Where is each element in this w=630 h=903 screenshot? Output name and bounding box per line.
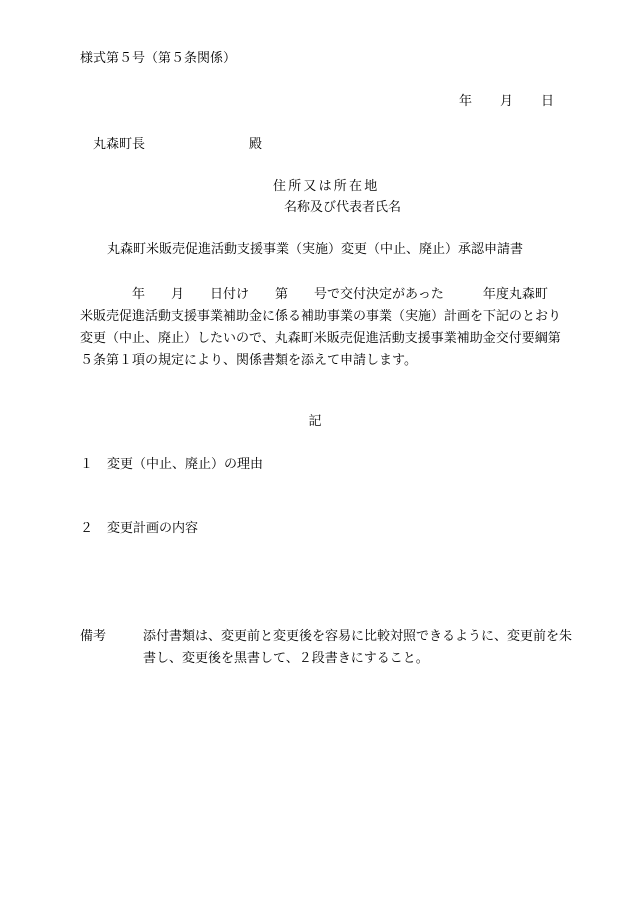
document-title: 丸森町米販売促進活動支援事業（実施）変更（中止、廃止）承認申請書 — [106, 242, 523, 257]
date-day: 日 — [541, 94, 555, 109]
note-line: 書し、変更後を黒書して、２段書きにすること。 — [143, 651, 429, 666]
ki-heading: 記 — [308, 414, 322, 429]
body-line: 年 月 日付け 第 号で交付決定があった 年度丸森町 — [80, 287, 548, 302]
form-number: 様式第５号（第５条関係） — [80, 51, 237, 66]
item-text: 変更（中止、廃止）の理由 — [107, 457, 264, 472]
item-number: ２ — [80, 521, 94, 536]
body-text — [80, 284, 590, 372]
list-item — [80, 456, 263, 474]
date-year: 年 — [459, 94, 473, 109]
addressee-honorific: 殿 — [249, 137, 263, 152]
addressee — [93, 136, 262, 154]
body-line: ５条第１項の規定により、関係書類を添えて申請します。 — [80, 353, 417, 368]
item-text: 変更計画の内容 — [107, 521, 199, 536]
addressee-name: 丸森町長 — [93, 137, 146, 152]
list-item — [80, 520, 198, 538]
applicant-address-label: 住所又は所在地 — [273, 179, 380, 194]
note-label: 備考 — [80, 629, 107, 644]
date-line — [459, 93, 554, 111]
date-month: 月 — [500, 94, 514, 109]
note — [80, 626, 572, 670]
body-line: 変更（中止、廃止）したいので、丸森町米販売促進活動支援事業補助金交付要綱第 — [80, 331, 561, 346]
note-line: 添付書類は、変更前と変更後を容易に比較対照できるように、変更前を朱 — [143, 629, 573, 644]
applicant-name-label: 名称及び代表者氏名 — [284, 200, 402, 215]
body-line: 米販売促進活動支援事業補助金に係る補助事業の事業（実施）計画を下記のとおり — [80, 309, 562, 324]
item-number: １ — [80, 457, 94, 472]
